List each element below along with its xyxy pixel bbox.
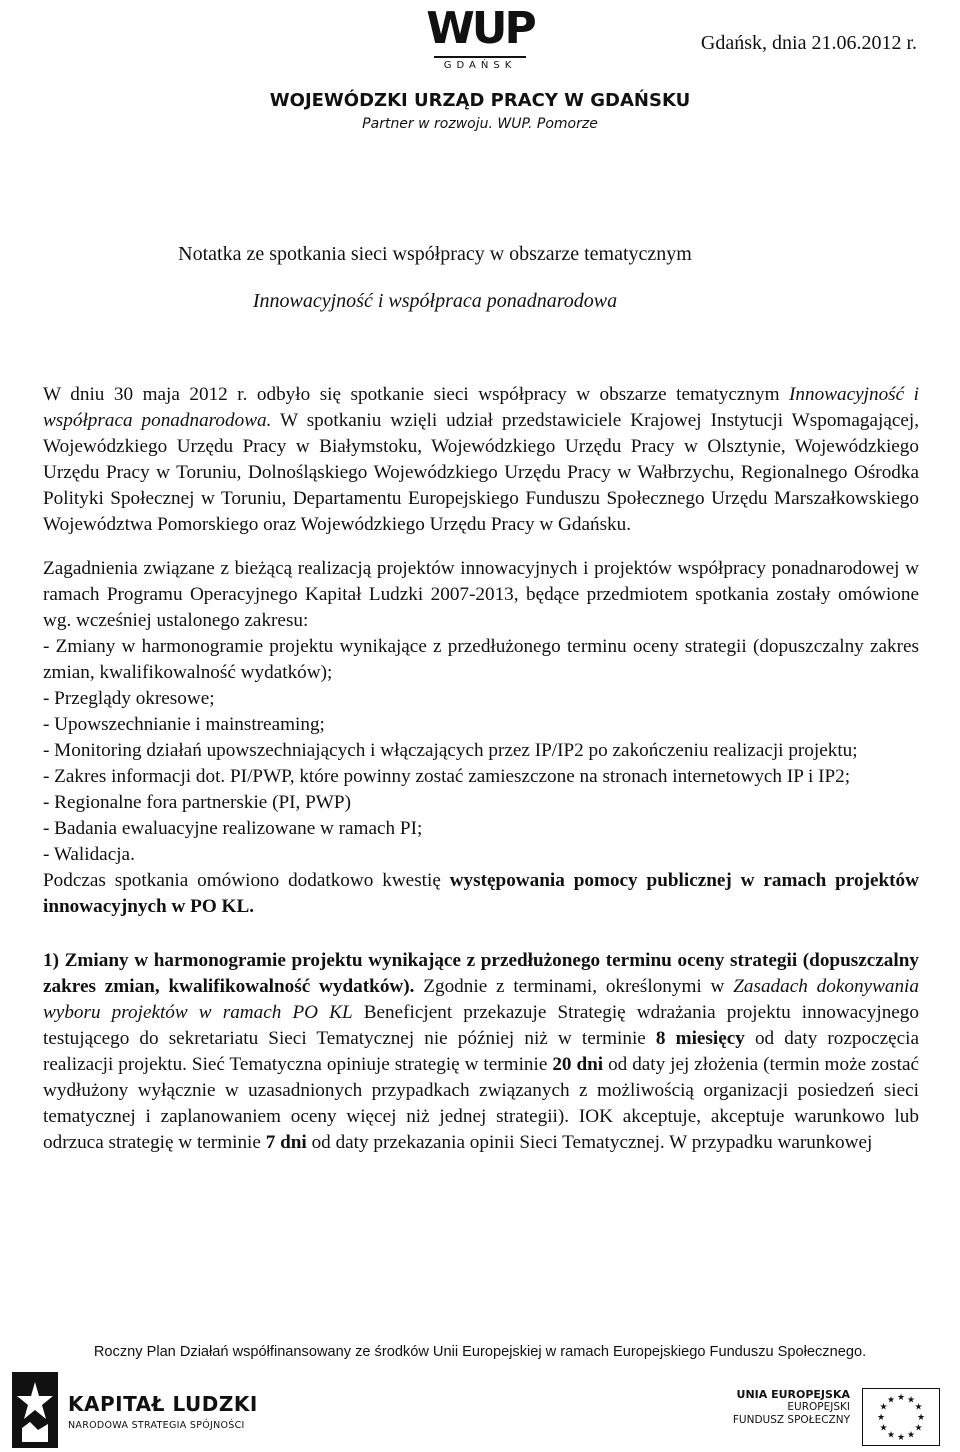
- section1-text-2: Beneficjent przekazuje Strategię wdrażania projektu innowacyjnego testującego do sekretariatu Sieci Tematycznej nie później niż w terminie: [43, 1002, 919, 1049]
- section1-italic: Zasadach dokonywania wyboru projektów w ramach PO KL: [43, 976, 919, 1023]
- document-title: Notatka ze spotkania sieci współpracy w obszarze tematycznym: [178, 243, 692, 265]
- kl-star-icon: [12, 1372, 58, 1448]
- section1-text-5: od daty przekazania opinii Sieci Tematycznej. W przypadku warunkowej: [306, 1132, 873, 1153]
- svg-text:★: ★: [906, 1430, 916, 1441]
- list-item: - Monitoring działań upowszechniających i włączających przez IP/IP2 po zakończeniu realizacji projektu;: [43, 740, 858, 761]
- kl-name: KAPITAŁ LUDZKI: [68, 1392, 258, 1416]
- list-item: - Przeglądy okresowe;: [43, 688, 215, 709]
- svg-text:★: ★: [914, 1402, 923, 1413]
- extra-topic: [43, 868, 919, 920]
- intro-text-2: W spotkaniu wzięli udział przedstawiciele Krajowej Instytucji Wspomagającej, Wojewódzkiego Urzędu Pracy w Białymstoku, Wojewódzkiego Urzędu Pracy w Olsztynie, Wojewódzkiego Urzędu Pracy w Toruniu, Dolnośląskiego Wojewódzkiego Urzędu Pracy w Wałbrzychu, Regionalnego Ośrodka Polityki Społecznej w Toruniu, Departamentu Europejskiego Funduszu Społecznego Urzędu Marszałkowskiego Województwa Pomorskiego oraz Wojewódzkiego Urzędu Pracy w Gdańsku.: [43, 410, 919, 535]
- list-item: - Regionalne fora partnerskie (PI, PWP): [43, 792, 351, 813]
- svg-text:★: ★: [886, 1430, 896, 1441]
- kl-subtitle: NARODOWA STRATEGIA SPÓJNOŚCI: [68, 1420, 245, 1431]
- svg-text:★: ★: [879, 1402, 888, 1413]
- intro-paragraph: [43, 382, 919, 538]
- list-item: - Walidacja.: [43, 844, 135, 865]
- svg-text:★: ★: [886, 1395, 896, 1406]
- svg-text:★: ★: [879, 1423, 888, 1434]
- intro-italic: Innowacyjność i współpraca ponadnarodowa.: [43, 384, 919, 431]
- eu-logo: [720, 1388, 946, 1450]
- svg-text:★: ★: [896, 1433, 906, 1443]
- eu-line-3: FUNDUSZ SPOŁECZNY: [732, 1414, 850, 1426]
- svg-text:★: ★: [906, 1395, 916, 1406]
- list-item: - Upowszechnianie i mainstreaming;: [43, 714, 325, 735]
- section1-bold-2: 20 dni: [552, 1054, 604, 1075]
- section1-bold-3: 7 dni: [265, 1132, 307, 1153]
- org-tagline: Partner w rozwoju. WUP. Pomorze: [362, 116, 598, 132]
- section1-bold-1: 8 miesięcy: [655, 1028, 745, 1049]
- kapital-ludzki-logo: [12, 1372, 262, 1448]
- section1-heading: 1) Zmiany w harmonogramie projektu wynikające z przedłużonego terminu oceny strategii (dopuszczalny zakres zmian, kwalifikowalność wydatków).: [43, 950, 919, 997]
- topics-intro: Zagadnienia związane z bieżącą realizacją projektów innowacyjnych i projektów współpracy ponadnarodowej w ramach Programu Operacyjnego Kapitał Ludzki 2007-2013, będące przedmiotem spotkania zostały omówione wg. wcześniej ustalonego zakresu:: [43, 558, 919, 631]
- svg-text:★: ★: [896, 1393, 906, 1403]
- eu-line-1: UNIA EUROPEJSKA: [736, 1388, 850, 1401]
- list-item: - Badania ewaluacyjne realizowane w ramach PI;: [43, 818, 423, 839]
- svg-text:★: ★: [876, 1413, 886, 1423]
- section1-text-4: od daty jej złożenia (termin może zostać wydłużony wyłącznie w uzasadnionych przypadkach związanych z możliwością organizacji posiedzeń sieci tematycznej i zaplanowaniem oceny więcej niż jednej strategii). IOK akceptuje, akceptuje warunkowo lub odrzuca strategię w terminie: [43, 1054, 919, 1153]
- footer-funding-note: Roczny Plan Działań współfinansowany ze środków Unii Europejskiej w ramach Europejskiego Funduszu Społecznego.: [93, 1344, 867, 1360]
- extra-topic-text: Podczas spotkania omówiono dodatkowo kwestię: [43, 870, 450, 891]
- extra-topic-bold: występowania pomocy publicznej w ramach projektów innowacyjnych w PO KL.: [43, 870, 919, 917]
- org-name: WOJEWÓDZKI URZĄD PRACY W GDAŃSKU: [269, 90, 691, 111]
- wup-logo-bar: [434, 56, 526, 58]
- section1-paragraph: [43, 948, 919, 1156]
- document-date: Gdańsk, dnia 21.06.2012 r.: [700, 32, 917, 54]
- section1-text-3: od daty rozpoczęcia realizacji projektu. Sieć Tematyczna opiniuje strategię w terminie: [43, 1028, 919, 1075]
- list-item: - Zakres informacji dot. PI/PWP, które powinny zostać zamieszczone na stronach internetowych IP i IP2;: [43, 766, 851, 787]
- svg-text:★: ★: [914, 1423, 923, 1434]
- document-subtitle: Innowacyjność i współpraca ponadnarodowa: [252, 290, 618, 312]
- eu-line-2: EUROPEJSKI: [787, 1401, 850, 1413]
- eu-flag-icon: [862, 1388, 940, 1446]
- intro-text-1: W dniu 30 maja 2012 r. odbyło się spotkanie sieci współpracy w obszarze tematycznym: [43, 384, 790, 405]
- wup-logo-city: GDAŃSK: [443, 60, 517, 71]
- eu-text: [733, 1388, 850, 1427]
- section1-text-1: Zgodnie z terminami, określonymi w: [414, 976, 734, 997]
- svg-text:★: ★: [916, 1413, 926, 1423]
- wup-logo-mark: [424, 4, 536, 78]
- wup-logo-text: WUP: [426, 3, 534, 54]
- document-body: [43, 382, 919, 1156]
- list-item: - Zmiany w harmonogramie projektu wynikające z przedłużonego terminu oceny strategii (dopuszczalny zakres zmian, kwalifikowalność wydatków);: [43, 636, 919, 683]
